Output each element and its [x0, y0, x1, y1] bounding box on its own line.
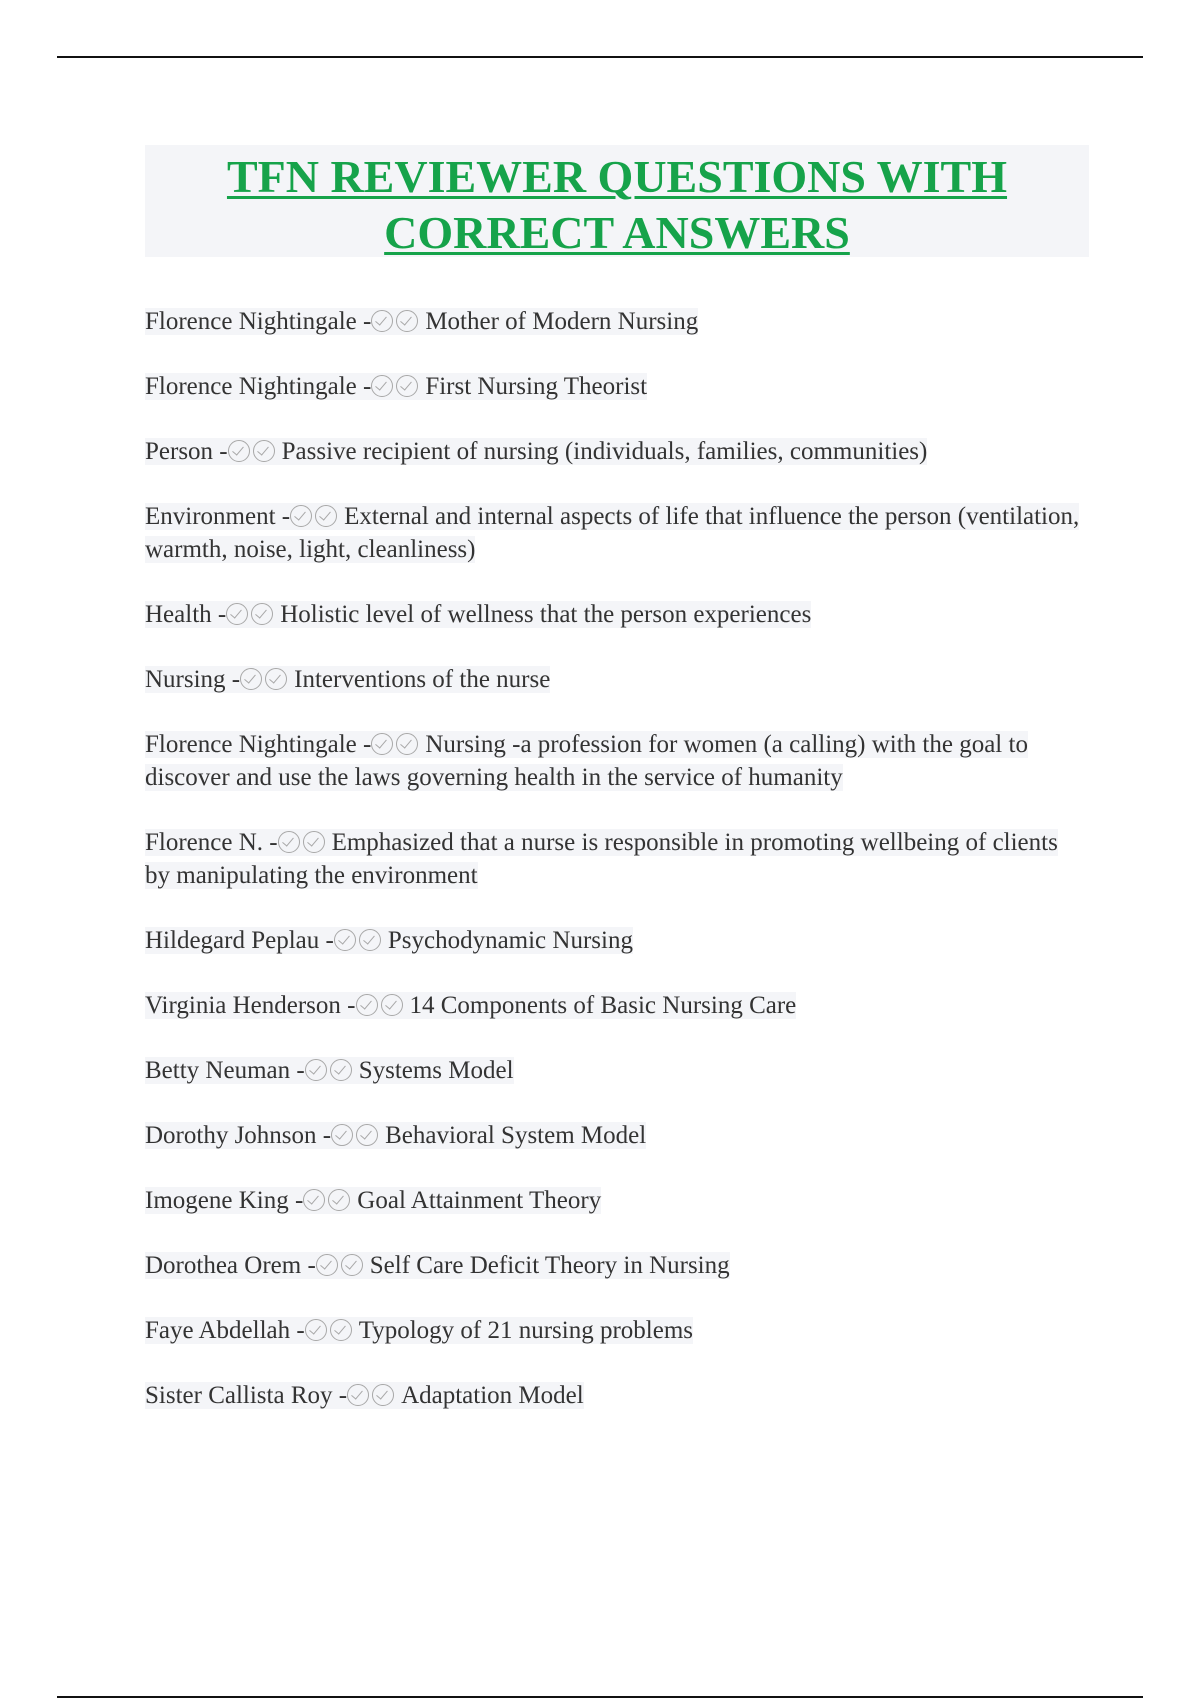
bottom-rule [57, 1696, 1143, 1698]
checkmarks [226, 601, 276, 628]
qa-term: Health - [145, 601, 227, 628]
check-circle-icon [396, 733, 418, 755]
qa-answer: 14 Components of Basic Nursing Care [409, 992, 797, 1019]
checkmarks [290, 503, 340, 530]
checkmarks [334, 927, 384, 954]
check-circle-icon [396, 375, 418, 397]
check-circle-icon [226, 603, 248, 625]
check-circle-icon [278, 831, 300, 853]
checkmarks [303, 1187, 353, 1214]
page-title: TFN REVIEWER QUESTIONS WITH CORRECT ANSWERS [226, 151, 1008, 258]
qa-item [145, 1054, 1085, 1087]
qa-term: Dorothy Johnson - [145, 1122, 332, 1149]
check-circle-icon [359, 929, 381, 951]
qa-term: Environment - [145, 503, 291, 530]
checkmarks [371, 731, 421, 758]
qa-item [145, 500, 1085, 566]
qa-term: Virginia Henderson - [145, 992, 356, 1019]
check-circle-icon [316, 1254, 338, 1276]
check-circle-icon [330, 1059, 352, 1081]
qa-term: Florence N. - [145, 829, 278, 856]
qa-answer: Passive recipient of nursing (individuals, families, communities) [281, 438, 928, 465]
qa-answer: External and internal aspects of life that influence the person (ventilation, warmth, noise, light, cleanliness) [145, 503, 1080, 563]
check-circle-icon [372, 1384, 394, 1406]
qa-term: Faye Abdellah - [145, 1317, 305, 1344]
check-circle-icon [341, 1254, 363, 1276]
checkmarks [371, 373, 421, 400]
qa-answer: Behavioral System Model [385, 1122, 647, 1149]
checkmarks [316, 1252, 366, 1279]
qa-item [145, 924, 1085, 957]
check-circle-icon [356, 1124, 378, 1146]
check-circle-icon [265, 668, 287, 690]
qa-term: Imogene King - [145, 1187, 304, 1214]
checkmarks [356, 992, 406, 1019]
check-circle-icon [315, 505, 337, 527]
qa-item [145, 1119, 1085, 1152]
qa-item [145, 435, 1085, 468]
check-circle-icon [240, 668, 262, 690]
qa-answer: Self Care Deficit Theory in Nursing [369, 1252, 730, 1279]
qa-item [145, 305, 1085, 338]
qa-answer: Goal Attainment Theory [357, 1187, 602, 1214]
check-circle-icon [381, 994, 403, 1016]
checkmarks [347, 1382, 397, 1409]
check-circle-icon [371, 733, 393, 755]
check-circle-icon [305, 1319, 327, 1341]
check-circle-icon [305, 1059, 327, 1081]
qa-item [145, 1184, 1085, 1217]
qa-term: Nursing - [145, 666, 241, 693]
qa-item [145, 1314, 1085, 1347]
qa-term: Florence Nightingale - [145, 373, 372, 400]
qa-answer: Mother of Modern Nursing [425, 308, 699, 335]
check-circle-icon [371, 310, 393, 332]
check-circle-icon [290, 505, 312, 527]
top-rule [57, 56, 1143, 58]
qa-answer: Emphasized that a nurse is responsible in promoting wellbeing of clients by manipulating the environment [145, 829, 1058, 889]
qa-answer: Psychodynamic Nursing [387, 927, 633, 954]
check-circle-icon [396, 310, 418, 332]
check-circle-icon [303, 1189, 325, 1211]
qa-answer: Interventions of the nurse [294, 666, 551, 693]
qa-answer: First Nursing Theorist [425, 373, 648, 400]
checkmarks [228, 438, 278, 465]
check-circle-icon [253, 440, 275, 462]
qa-item [145, 663, 1085, 696]
checkmarks [240, 666, 290, 693]
qa-term: Hildegard Peplau - [145, 927, 334, 954]
qa-item [145, 370, 1085, 403]
check-circle-icon [303, 831, 325, 853]
qa-term: Betty Neuman - [145, 1057, 305, 1084]
check-circle-icon [371, 375, 393, 397]
checkmarks [305, 1057, 355, 1084]
qa-answer: Adaptation Model [401, 1382, 584, 1409]
qa-item [145, 728, 1085, 794]
qa-answer: Systems Model [358, 1057, 514, 1084]
qa-item [145, 1249, 1085, 1282]
checkmarks [331, 1122, 381, 1149]
qa-item [145, 826, 1085, 892]
qa-term: Person - [145, 438, 228, 465]
check-circle-icon [347, 1384, 369, 1406]
title-block [145, 145, 1089, 257]
checkmarks [371, 308, 421, 335]
qa-answer: Nursing -a profession for women (a calling) with the goal to discover and use the laws governing health in the service of humanity [145, 731, 1028, 791]
check-circle-icon [251, 603, 273, 625]
qa-term: Florence Nightingale - [145, 731, 372, 758]
check-circle-icon [356, 994, 378, 1016]
qa-term: Florence Nightingale - [145, 308, 372, 335]
qa-item [145, 989, 1085, 1022]
check-circle-icon [330, 1319, 352, 1341]
qa-term: Sister Callista Roy - [145, 1382, 348, 1409]
qa-list [145, 305, 1085, 1444]
checkmarks [278, 829, 328, 856]
qa-term: Dorothea Orem - [145, 1252, 316, 1279]
check-circle-icon [228, 440, 250, 462]
qa-answer: Holistic level of wellness that the person experiences [280, 601, 812, 628]
check-circle-icon [331, 1124, 353, 1146]
check-circle-icon [328, 1189, 350, 1211]
checkmarks [305, 1317, 355, 1344]
check-circle-icon [334, 929, 356, 951]
qa-answer: Typology of 21 nursing problems [358, 1317, 694, 1344]
qa-item [145, 598, 1085, 631]
qa-item [145, 1379, 1085, 1412]
